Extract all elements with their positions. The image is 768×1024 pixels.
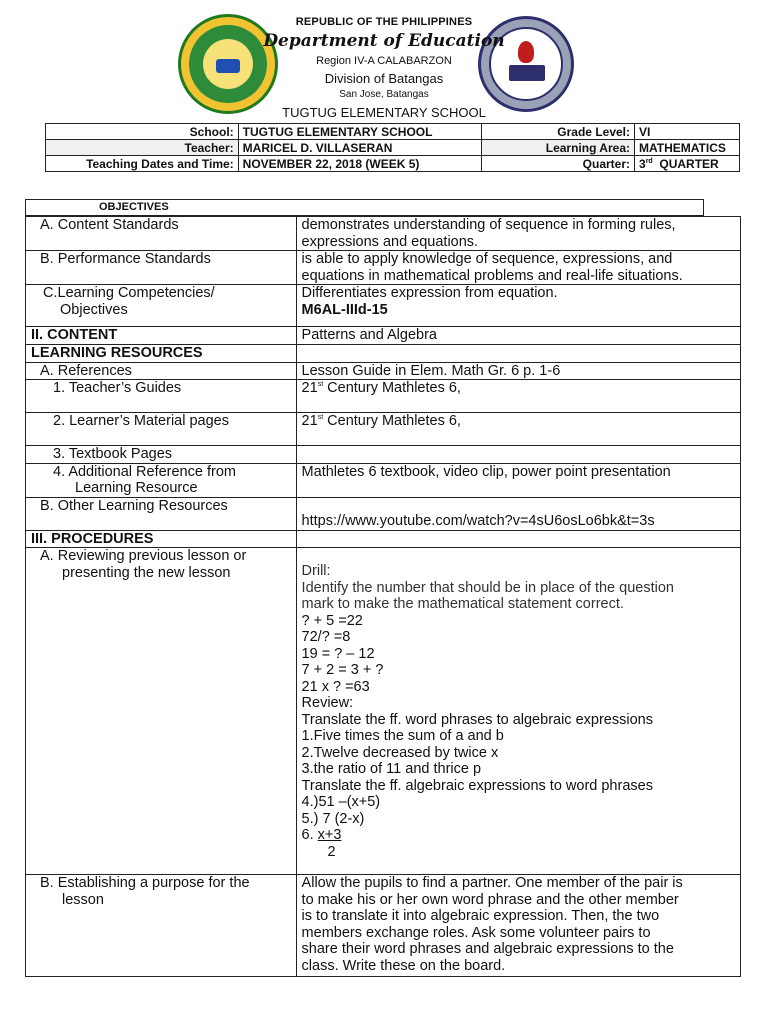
- additional-reference-value: Mathletes 6 textbook, video clip, power point presentation: [296, 463, 740, 497]
- school-value: TUGTUG ELEMENTARY SCHOOL: [238, 124, 482, 140]
- fraction-denominator: 2: [327, 843, 336, 860]
- table-row: [26, 251, 741, 285]
- division-heading: Division of Batangas: [324, 71, 444, 86]
- grade-level-value: VI: [635, 124, 740, 140]
- expression-item: 5.) 7 (2-x): [301, 810, 365, 827]
- table-row: [26, 463, 741, 497]
- drill-item: 19 = ? – 12: [301, 645, 375, 662]
- learners-material-label: 2. Learner’s Material pages: [26, 413, 297, 446]
- school-info-table: [45, 123, 740, 172]
- content-section-label: II. CONTENT: [26, 327, 297, 345]
- table-row: [26, 285, 741, 327]
- purpose-label: B. Establishing a purpose for the lesson: [26, 875, 297, 977]
- table-row: [26, 413, 741, 446]
- drill-item: ? + 5 =22: [301, 612, 363, 629]
- table-row: [46, 156, 740, 172]
- phrase-item: 2.Twelve decreased by twice x: [301, 744, 499, 761]
- city-heading: San Jose, Batangas: [339, 89, 429, 100]
- references-label: A. References: [26, 362, 297, 380]
- table-row: [26, 345, 741, 363]
- resource-link[interactable]: https://www.youtube.com/watch?v=4sU6osLo6bk&t=3s: [301, 513, 655, 529]
- table-row: [26, 362, 741, 380]
- grade-level-label: Grade Level:: [482, 124, 635, 140]
- phrase-item: 3.the ratio of 11 and thrice p: [301, 761, 482, 777]
- phrase-item: 1.Five times the sum of a and b: [301, 728, 504, 744]
- competencies-label: C.Learning Competencies/ Objectives: [26, 285, 297, 327]
- teachers-guides-label: 1. Teacher’s Guides: [26, 380, 297, 413]
- drill-item: 21 x ? =63: [301, 678, 370, 695]
- procedures-heading: III. PROCEDURES: [26, 530, 297, 548]
- teacher-value: MARICEL D. VILLASERAN: [238, 140, 482, 156]
- drill-item: 7 + 2 = 3 + ?: [301, 662, 384, 678]
- table-row: [26, 217, 741, 251]
- content-section-value: Patterns and Algebra: [296, 327, 740, 345]
- drill-item: 72/? =8: [301, 629, 351, 645]
- reviewing-content: Drill: Identify the number that should be in place of the question mark to make the mathematical statement correct. ? + 5 =22 72/? =8 19 = ? – 12 7 + 2 = 3 + ? 21 x ? =63 Review: Translate the ff. word phrases to algebraic expressions 1.Five times the sum of a and b 2.Twelve decreased by twice x 3.the ratio of 11 and thrice p Translate the ff. algebraic expressions to word phrases 4.)51 –(x+5) 5.) 7 (2-x) 6. x+3 2: [296, 548, 740, 875]
- table-row: [26, 327, 741, 345]
- textbook-pages-label: 3. Textbook Pages: [26, 446, 297, 464]
- reviewing-label: A. Reviewing previous lesson or presenting the new lesson: [26, 548, 297, 875]
- performance-standards-value: is able to apply knowledge of sequence, expressions, and equations in mathematical problems and real-life situations.: [296, 251, 740, 285]
- table-row: [26, 497, 741, 530]
- performance-standards-label: B. Performance Standards: [26, 251, 297, 285]
- content-standards-value: demonstrates understanding of sequence in forming rules, expressions and equations.: [296, 217, 740, 251]
- learning-resources-heading: LEARNING RESOURCES: [26, 345, 297, 363]
- table-row: [26, 875, 741, 977]
- learning-area-label: Learning Area:: [482, 140, 635, 156]
- table-row: [26, 530, 741, 548]
- table-row: [26, 446, 741, 464]
- drill-heading: Drill:: [301, 563, 331, 579]
- teaching-dates-value: NOVEMBER 22, 2018 (WEEK 5): [238, 156, 482, 172]
- content-standards-label: A. Content Standards: [26, 217, 297, 251]
- additional-reference-label: 4. Additional Reference from Learning Resource: [26, 463, 297, 497]
- fraction-item: 6. x+3: [301, 827, 342, 843]
- quarter-value: 3rd QUARTER: [635, 156, 740, 172]
- teachers-guides-value: 21st Century Mathletes 6,: [296, 380, 740, 413]
- learning-area-value: MATHEMATICS: [635, 140, 740, 156]
- competencies-value: Differentiates expression from equation. M6AL-IIId-15: [296, 285, 740, 327]
- table-row: [46, 124, 740, 140]
- teacher-label: Teacher:: [46, 140, 239, 156]
- lesson-plan-table: [25, 216, 741, 977]
- letterhead: [0, 0, 768, 120]
- school-label: School:: [46, 124, 239, 140]
- department-heading: Department of Education: [263, 31, 505, 51]
- region-heading: Region IV-A CALABARZON: [316, 55, 452, 67]
- references-value: Lesson Guide in Elem. Math Gr. 6 p. 1-6: [296, 362, 740, 380]
- table-row: [26, 548, 741, 875]
- republic-heading: REPUBLIC OF THE PHILIPPINES: [295, 16, 473, 28]
- learners-material-value: 21st Century Mathletes 6,: [296, 413, 740, 446]
- objectives-heading: OBJECTIVES: [25, 199, 704, 216]
- textbook-pages-value: [296, 446, 740, 464]
- review-heading: Review:: [301, 695, 354, 711]
- other-resources-value: [296, 497, 740, 530]
- table-row: [46, 140, 740, 156]
- table-row: [26, 380, 741, 413]
- school-heading: TUGTUG ELEMENTARY SCHOOL: [282, 105, 486, 120]
- expression-item: 4.)51 –(x+5): [301, 794, 381, 810]
- other-resources-label: B. Other Learning Resources: [26, 497, 297, 530]
- purpose-content: Allow the pupils to find a partner. One member of the pair is to make his or her own word phrase and the other member is to translate it into algebraic expression. Then, the two members exchange roles. Ask some volunteer pairs to share their word phrases and algebraic expressions to the class. Write these on the board.: [296, 875, 740, 977]
- quarter-label: Quarter:: [482, 156, 635, 172]
- teaching-dates-label: Teaching Dates and Time:: [46, 156, 239, 172]
